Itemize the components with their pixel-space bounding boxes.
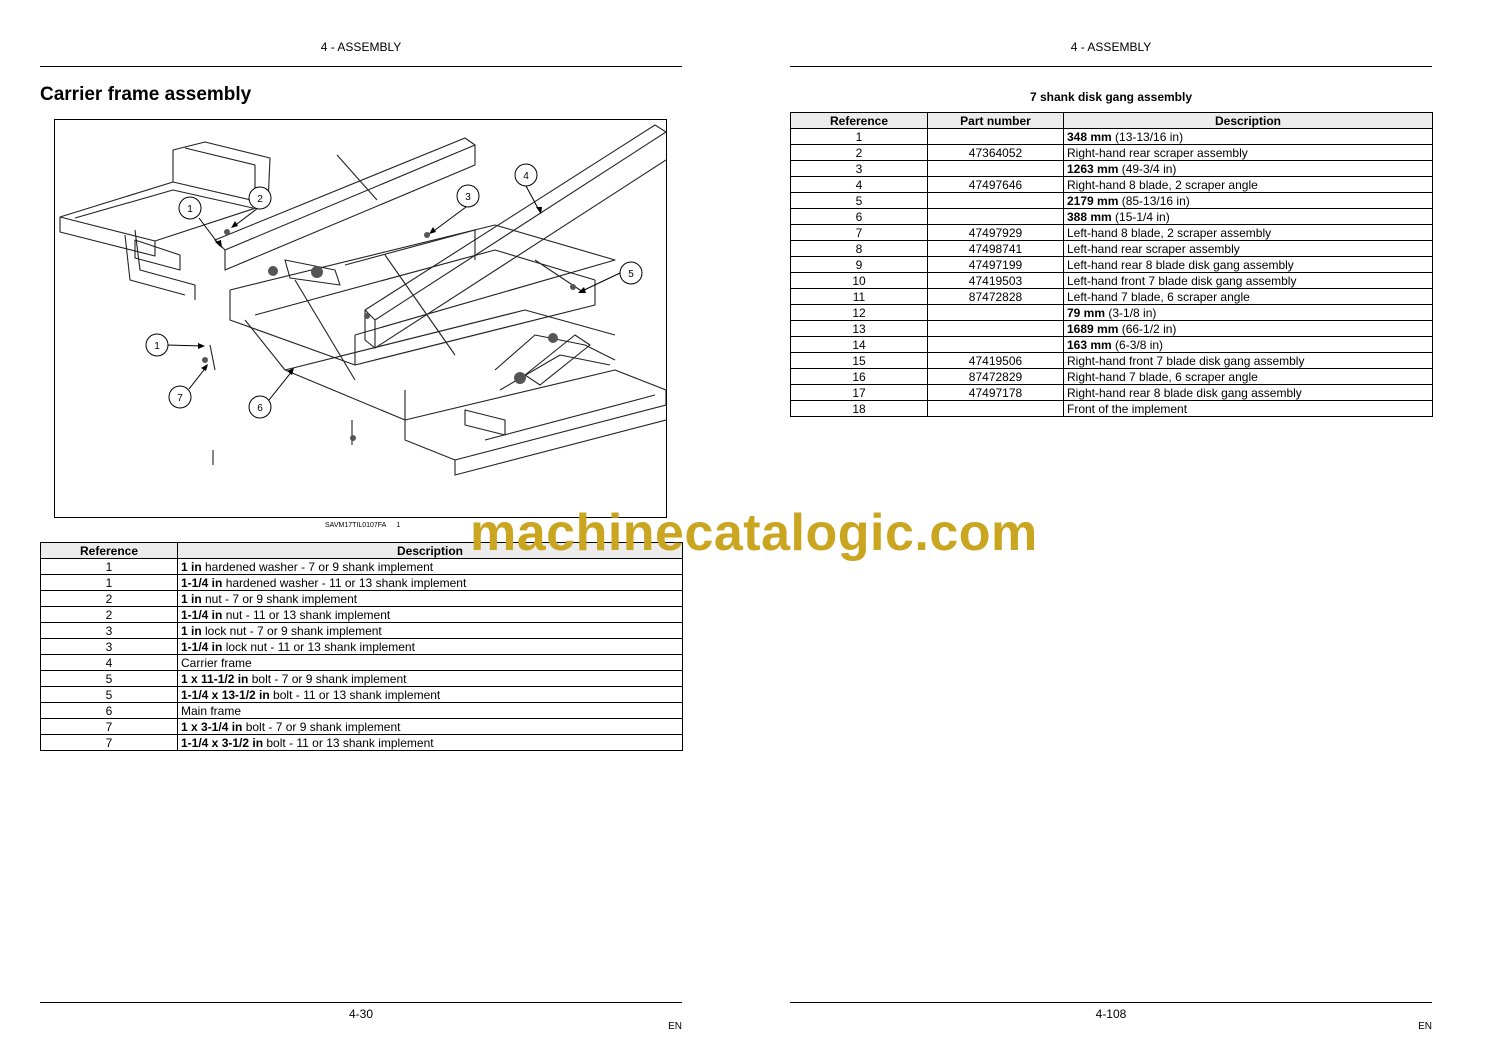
callout-4 (515, 164, 537, 186)
table-header-row (791, 113, 1433, 129)
description-cell (178, 703, 683, 719)
reference-cell: 8 (791, 241, 928, 257)
watermark: machinecatalogic.com (470, 504, 1038, 562)
description-cell (178, 671, 683, 687)
description-cell (1064, 145, 1433, 161)
part-number-cell: 47419503 (928, 273, 1064, 289)
reference-cell: 10 (791, 273, 928, 289)
figure-code: SAVM17TIL0107FA (325, 522, 387, 529)
description-cell (1064, 305, 1433, 321)
table-row (41, 607, 683, 623)
table-title: 7 shank disk gang assembly (1029, 90, 1193, 104)
svg-text:4: 4 (523, 171, 529, 182)
part-number-cell: 47498741 (928, 241, 1064, 257)
description-bold: 1 x 11-1/2 in (181, 671, 249, 686)
description-cell (1064, 177, 1433, 193)
table-row (791, 369, 1433, 385)
reference-cell: 18 (791, 401, 928, 417)
table-row (791, 225, 1433, 241)
description-cell (178, 719, 683, 735)
description-text: Right-hand 7 blade, 6 scraper angle (1067, 369, 1258, 384)
description-cell (1064, 225, 1433, 241)
column-header-reference: Reference (41, 543, 178, 559)
description-cell (1064, 209, 1433, 225)
description-text: bolt - 11 or 13 shank implement (269, 687, 441, 702)
reference-cell: 12 (791, 305, 928, 321)
part-number-cell (928, 193, 1064, 209)
description-text: (49-3/4 in) (1118, 161, 1177, 176)
table-row (791, 161, 1433, 177)
table-row (791, 177, 1433, 193)
reference-cell: 6 (41, 703, 178, 719)
description-cell (1064, 129, 1433, 145)
table-row (41, 639, 683, 655)
description-text: Right-hand 8 blade, 2 scraper angle (1067, 177, 1258, 192)
part-number-cell: 87472828 (928, 289, 1064, 305)
description-bold: 1 in (181, 623, 202, 638)
svg-text:7: 7 (177, 393, 183, 404)
description-text: bolt - 7 or 9 shank implement (248, 671, 407, 686)
description-cell (1064, 273, 1433, 289)
description-cell (1064, 161, 1433, 177)
part-number-cell (928, 305, 1064, 321)
reference-cell: 3 (41, 623, 178, 639)
description-text: lock nut - 11 or 13 shank implement (222, 639, 415, 654)
reference-cell: 2 (41, 591, 178, 607)
part-number-cell: 47497178 (928, 385, 1064, 401)
table-row (41, 575, 683, 591)
description-bold: 1 x 3-1/4 in (181, 719, 243, 734)
description-bold: 1263 mm (1067, 161, 1119, 176)
reference-cell: 15 (791, 353, 928, 369)
description-bold: 1-1/4 in (181, 575, 223, 590)
callout-2 (249, 187, 271, 209)
description-text: bolt - 11 or 13 shank implement (263, 735, 434, 750)
reference-cell: 5 (41, 671, 178, 687)
description-bold: 1 in (181, 591, 202, 606)
right-page-header: 4 - ASSEMBLY (1070, 40, 1152, 54)
description-cell (1064, 193, 1433, 209)
part-number-cell: 47497929 (928, 225, 1064, 241)
description-cell (1064, 257, 1433, 273)
left-header-rule (40, 66, 682, 67)
description-text: Right-hand front 7 blade disk gang assembly (1067, 353, 1305, 368)
table-row (791, 401, 1433, 417)
description-cell (178, 607, 683, 623)
svg-text:6: 6 (257, 403, 263, 414)
description-cell (178, 735, 683, 751)
description-cell (178, 687, 683, 703)
description-cell (178, 623, 683, 639)
description-text: Left-hand rear scraper assembly (1067, 241, 1240, 256)
description-text: Carrier frame (181, 655, 252, 670)
table-row (791, 273, 1433, 289)
description-text: (3-1/8 in) (1105, 305, 1157, 320)
description-cell (1064, 321, 1433, 337)
description-bold: 2179 mm (1067, 193, 1119, 208)
table-row (791, 353, 1433, 369)
table-row (791, 257, 1433, 273)
description-text: (85-13/16 in) (1118, 193, 1190, 208)
reference-cell: 5 (41, 687, 178, 703)
description-text: (66-1/2 in) (1118, 321, 1177, 336)
svg-text:5: 5 (628, 269, 634, 280)
table-row (791, 145, 1433, 161)
table-row (41, 671, 683, 687)
description-cell (1064, 289, 1433, 305)
left-page-number: 4-30 (348, 1007, 374, 1021)
callout-5 (620, 262, 642, 284)
table-row (41, 623, 683, 639)
figure-number: 1 (396, 522, 401, 529)
part-number-cell: 47497199 (928, 257, 1064, 273)
callout-6 (249, 396, 271, 418)
reference-cell: 4 (791, 177, 928, 193)
reference-cell: 2 (791, 145, 928, 161)
description-text: bolt - 7 or 9 shank implement (242, 719, 401, 734)
table-row (791, 209, 1433, 225)
reference-cell: 3 (791, 161, 928, 177)
table-row (41, 655, 683, 671)
description-text: hardened washer - 7 or 9 shank implement (201, 559, 434, 574)
description-cell (178, 639, 683, 655)
description-bold: 388 mm (1067, 209, 1112, 224)
description-cell (1064, 353, 1433, 369)
reference-cell: 7 (41, 735, 178, 751)
reference-cell: 1 (791, 129, 928, 145)
description-text: (6-3/8 in) (1111, 337, 1164, 352)
svg-text:1: 1 (154, 341, 160, 352)
table-row (791, 241, 1433, 257)
callout-1-top (179, 197, 201, 219)
part-number-cell: 47497646 (928, 177, 1064, 193)
reference-cell: 16 (791, 369, 928, 385)
description-text: Left-hand 7 blade, 6 scraper angle (1067, 289, 1250, 304)
part-number-cell: 47419506 (928, 353, 1064, 369)
table-row (791, 321, 1433, 337)
description-bold: 163 mm (1067, 337, 1112, 352)
table-row (791, 305, 1433, 321)
description-bold: 1-1/4 in (181, 639, 223, 654)
reference-cell: 3 (41, 639, 178, 655)
reference-cell: 6 (791, 209, 928, 225)
reference-cell: 1 (41, 575, 178, 591)
description-bold: 348 mm (1067, 129, 1112, 144)
description-cell (178, 591, 683, 607)
reference-cell: 4 (41, 655, 178, 671)
description-text: (13-13/16 in) (1111, 129, 1184, 144)
part-number-cell (928, 161, 1064, 177)
description-cell (1064, 401, 1433, 417)
reference-cell: 2 (41, 607, 178, 623)
reference-cell: 7 (41, 719, 178, 735)
column-header-description: Description (1064, 113, 1433, 129)
description-text: Right-hand rear scraper assembly (1067, 145, 1248, 160)
description-bold: 1 in (181, 559, 202, 574)
carrier-frame-drawing (55, 120, 666, 517)
description-bold: 1-1/4 x 3-1/2 in (181, 735, 264, 750)
callout-1-bottom (146, 334, 168, 356)
description-cell (178, 575, 683, 591)
left-footer-rule (40, 1002, 682, 1003)
description-text: Left-hand rear 8 blade disk gang assembly (1067, 257, 1294, 272)
description-text: Main frame (181, 703, 242, 718)
description-text: Left-hand front 7 blade disk gang assembly (1067, 273, 1297, 288)
description-text: lock nut - 7 or 9 shank implement (201, 623, 382, 638)
table-row (791, 385, 1433, 401)
table-row (791, 129, 1433, 145)
reference-cell: 7 (791, 225, 928, 241)
column-header-description: Description (178, 543, 683, 559)
description-text: (15-1/4 in) (1111, 209, 1170, 224)
part-number-cell (928, 337, 1064, 353)
part-number-cell: 47364052 (928, 145, 1064, 161)
table-row (41, 703, 683, 719)
right-header-rule (790, 66, 1432, 67)
part-number-cell: 87472829 (928, 369, 1064, 385)
left-language-code: EN (668, 1021, 682, 1032)
svg-text:2: 2 (257, 194, 263, 205)
carrier-frame-figure (54, 119, 667, 518)
section-title: Carrier frame assembly (40, 84, 252, 105)
reference-cell: 14 (791, 337, 928, 353)
description-text: nut - 7 or 9 shank implement (201, 591, 358, 606)
description-cell (1064, 337, 1433, 353)
description-text: nut - 11 or 13 shank implement (222, 607, 391, 622)
reference-cell: 11 (791, 289, 928, 305)
description-text: Front of the implement (1067, 401, 1188, 416)
right-footer-rule (790, 1002, 1432, 1003)
carrier-frame-parts-table (40, 542, 683, 751)
table-row (41, 687, 683, 703)
part-number-cell (928, 401, 1064, 417)
svg-text:1: 1 (187, 204, 193, 215)
part-number-cell (928, 321, 1064, 337)
table-row (41, 591, 683, 607)
reference-cell: 13 (791, 321, 928, 337)
right-page-number: 4-108 (1095, 1007, 1127, 1021)
reference-cell: 17 (791, 385, 928, 401)
description-cell (1064, 369, 1433, 385)
part-number-cell (928, 129, 1064, 145)
column-header-part-number: Part number (928, 113, 1064, 129)
description-bold: 79 mm (1067, 305, 1106, 320)
right-language-code: EN (1418, 1021, 1432, 1032)
reference-cell: 5 (791, 193, 928, 209)
column-header-reference: Reference (791, 113, 928, 129)
disk-gang-parts-table (790, 112, 1433, 417)
description-cell (1064, 241, 1433, 257)
description-bold: 1-1/4 x 13-1/2 in (181, 687, 270, 702)
callout-3 (457, 185, 479, 207)
table-row (791, 193, 1433, 209)
table-row (41, 719, 683, 735)
svg-text:3: 3 (465, 192, 471, 203)
reference-cell: 9 (791, 257, 928, 273)
left-page-header: 4 - ASSEMBLY (320, 40, 402, 54)
description-text: Left-hand 8 blade, 2 scraper assembly (1067, 225, 1272, 240)
table-row (791, 337, 1433, 353)
description-bold: 1689 mm (1067, 321, 1119, 336)
description-bold: 1-1/4 in (181, 607, 223, 622)
description-text: Right-hand rear 8 blade disk gang assembly (1067, 385, 1302, 400)
description-text: hardened washer - 11 or 13 shank implement (222, 575, 467, 590)
reference-cell: 1 (41, 559, 178, 575)
description-cell (1064, 385, 1433, 401)
figure-caption (325, 522, 400, 529)
description-cell (178, 655, 683, 671)
part-number-cell (928, 209, 1064, 225)
callout-7 (169, 386, 191, 408)
table-row (791, 289, 1433, 305)
table-row (41, 735, 683, 751)
